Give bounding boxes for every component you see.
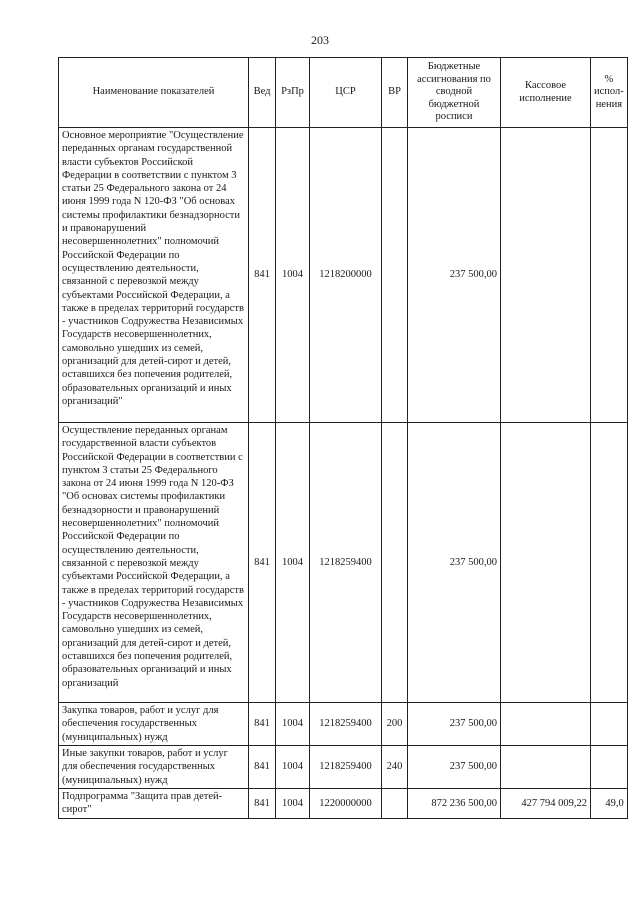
row-csr: 1218200000 <box>310 128 382 423</box>
header-vr: ВР <box>382 58 408 128</box>
row-ved: 841 <box>249 789 276 819</box>
row-name: Осуществление переданных органам государственной власти субъектов Российской Федерации в соответствии с пунктом 3 статьи 25 Федерального закона от 24 июня 1999 года N 120-ФЗ "Об основах системы профилактики безнадзорности и правонарушений несовершеннолетних" полномочий Российской Федерации по осуществлению деятельности, связанной с перевозкой между субъектами Российской Федерации, а также в пределах территорий государств - участников Содружества Независимых Государств несовершеннолетних, самовольно ушедших из семей, организаций для детей-сирот и детей, оставшихся без попечения родителей, образовательных организаций и иных организаций <box>59 423 249 703</box>
header-rzpr: РзПр <box>276 58 310 128</box>
row-vr: 240 <box>382 746 408 789</box>
row-cash <box>501 128 591 423</box>
header-percent: % испол- нения <box>591 58 628 128</box>
budget-execution-table <box>58 57 628 819</box>
row-vr <box>382 789 408 819</box>
row-rzpr: 1004 <box>276 746 310 789</box>
header-allocations: Бюджетные ассигнования по сводной бюджетной росписи <box>408 58 501 128</box>
row-ved: 841 <box>249 703 276 746</box>
header-ved: Вед <box>249 58 276 128</box>
row-name: Основное мероприятие "Осуществление переданных органам государственной власти субъектов Российской Федерации в соответствии с пунктом 3 статьи 25 Федерального закона от 24 июня 1999 года N 120-ФЗ "Об основах системы профилактики безнадзорности и правонарушений несовершеннолетних" полномочий Российской Федерации по осуществлению деятельности, связанной с перевозкой между субъектами Российской Федерации, а также в пределах территорий государств - участников Содружества Независимых Государств несовершеннолетних, самовольно ушедших из семей, организаций для детей-сирот и детей, оставшихся без попечения родителей, образовательных организаций и иных организаций" <box>59 128 249 423</box>
header-cash-execution: Кассовое исполнение <box>501 58 591 128</box>
row-allocation: 237 500,00 <box>408 746 501 789</box>
row-cash: 427 794 009,22 <box>501 789 591 819</box>
row-rzpr: 1004 <box>276 128 310 423</box>
row-rzpr: 1004 <box>276 703 310 746</box>
row-cash <box>501 746 591 789</box>
header-name: Наименование показателей <box>59 58 249 128</box>
table-row <box>59 789 628 819</box>
table-row <box>59 746 628 789</box>
row-name: Иные закупки товаров, работ и услуг для обеспечения государственных (муниципальных) нужд <box>59 746 249 789</box>
row-vr: 200 <box>382 703 408 746</box>
table-row <box>59 128 628 423</box>
row-allocation: 237 500,00 <box>408 128 501 423</box>
row-name: Закупка товаров, работ и услуг для обеспечения государственных (муниципальных) нужд <box>59 703 249 746</box>
row-vr <box>382 128 408 423</box>
row-allocation: 872 236 500,00 <box>408 789 501 819</box>
table-row <box>59 423 628 703</box>
row-vr <box>382 423 408 703</box>
table-row <box>59 703 628 746</box>
row-cash <box>501 703 591 746</box>
row-rzpr: 1004 <box>276 789 310 819</box>
row-name: Подпрограмма "Защита прав детей-сирот" <box>59 789 249 819</box>
row-percent <box>591 423 628 703</box>
row-percent: 49,0 <box>591 789 628 819</box>
row-percent <box>591 703 628 746</box>
page-number: 203 <box>311 33 329 47</box>
row-csr: 1218259400 <box>310 746 382 789</box>
row-allocation: 237 500,00 <box>408 703 501 746</box>
row-ved: 841 <box>249 746 276 789</box>
row-ved: 841 <box>249 128 276 423</box>
table-header-row <box>59 58 628 128</box>
row-rzpr: 1004 <box>276 423 310 703</box>
row-csr: 1218259400 <box>310 423 382 703</box>
header-csr: ЦСР <box>310 58 382 128</box>
row-allocation: 237 500,00 <box>408 423 501 703</box>
row-ved: 841 <box>249 423 276 703</box>
row-cash <box>501 423 591 703</box>
row-percent <box>591 128 628 423</box>
row-percent <box>591 746 628 789</box>
row-csr: 1218259400 <box>310 703 382 746</box>
row-csr: 1220000000 <box>310 789 382 819</box>
